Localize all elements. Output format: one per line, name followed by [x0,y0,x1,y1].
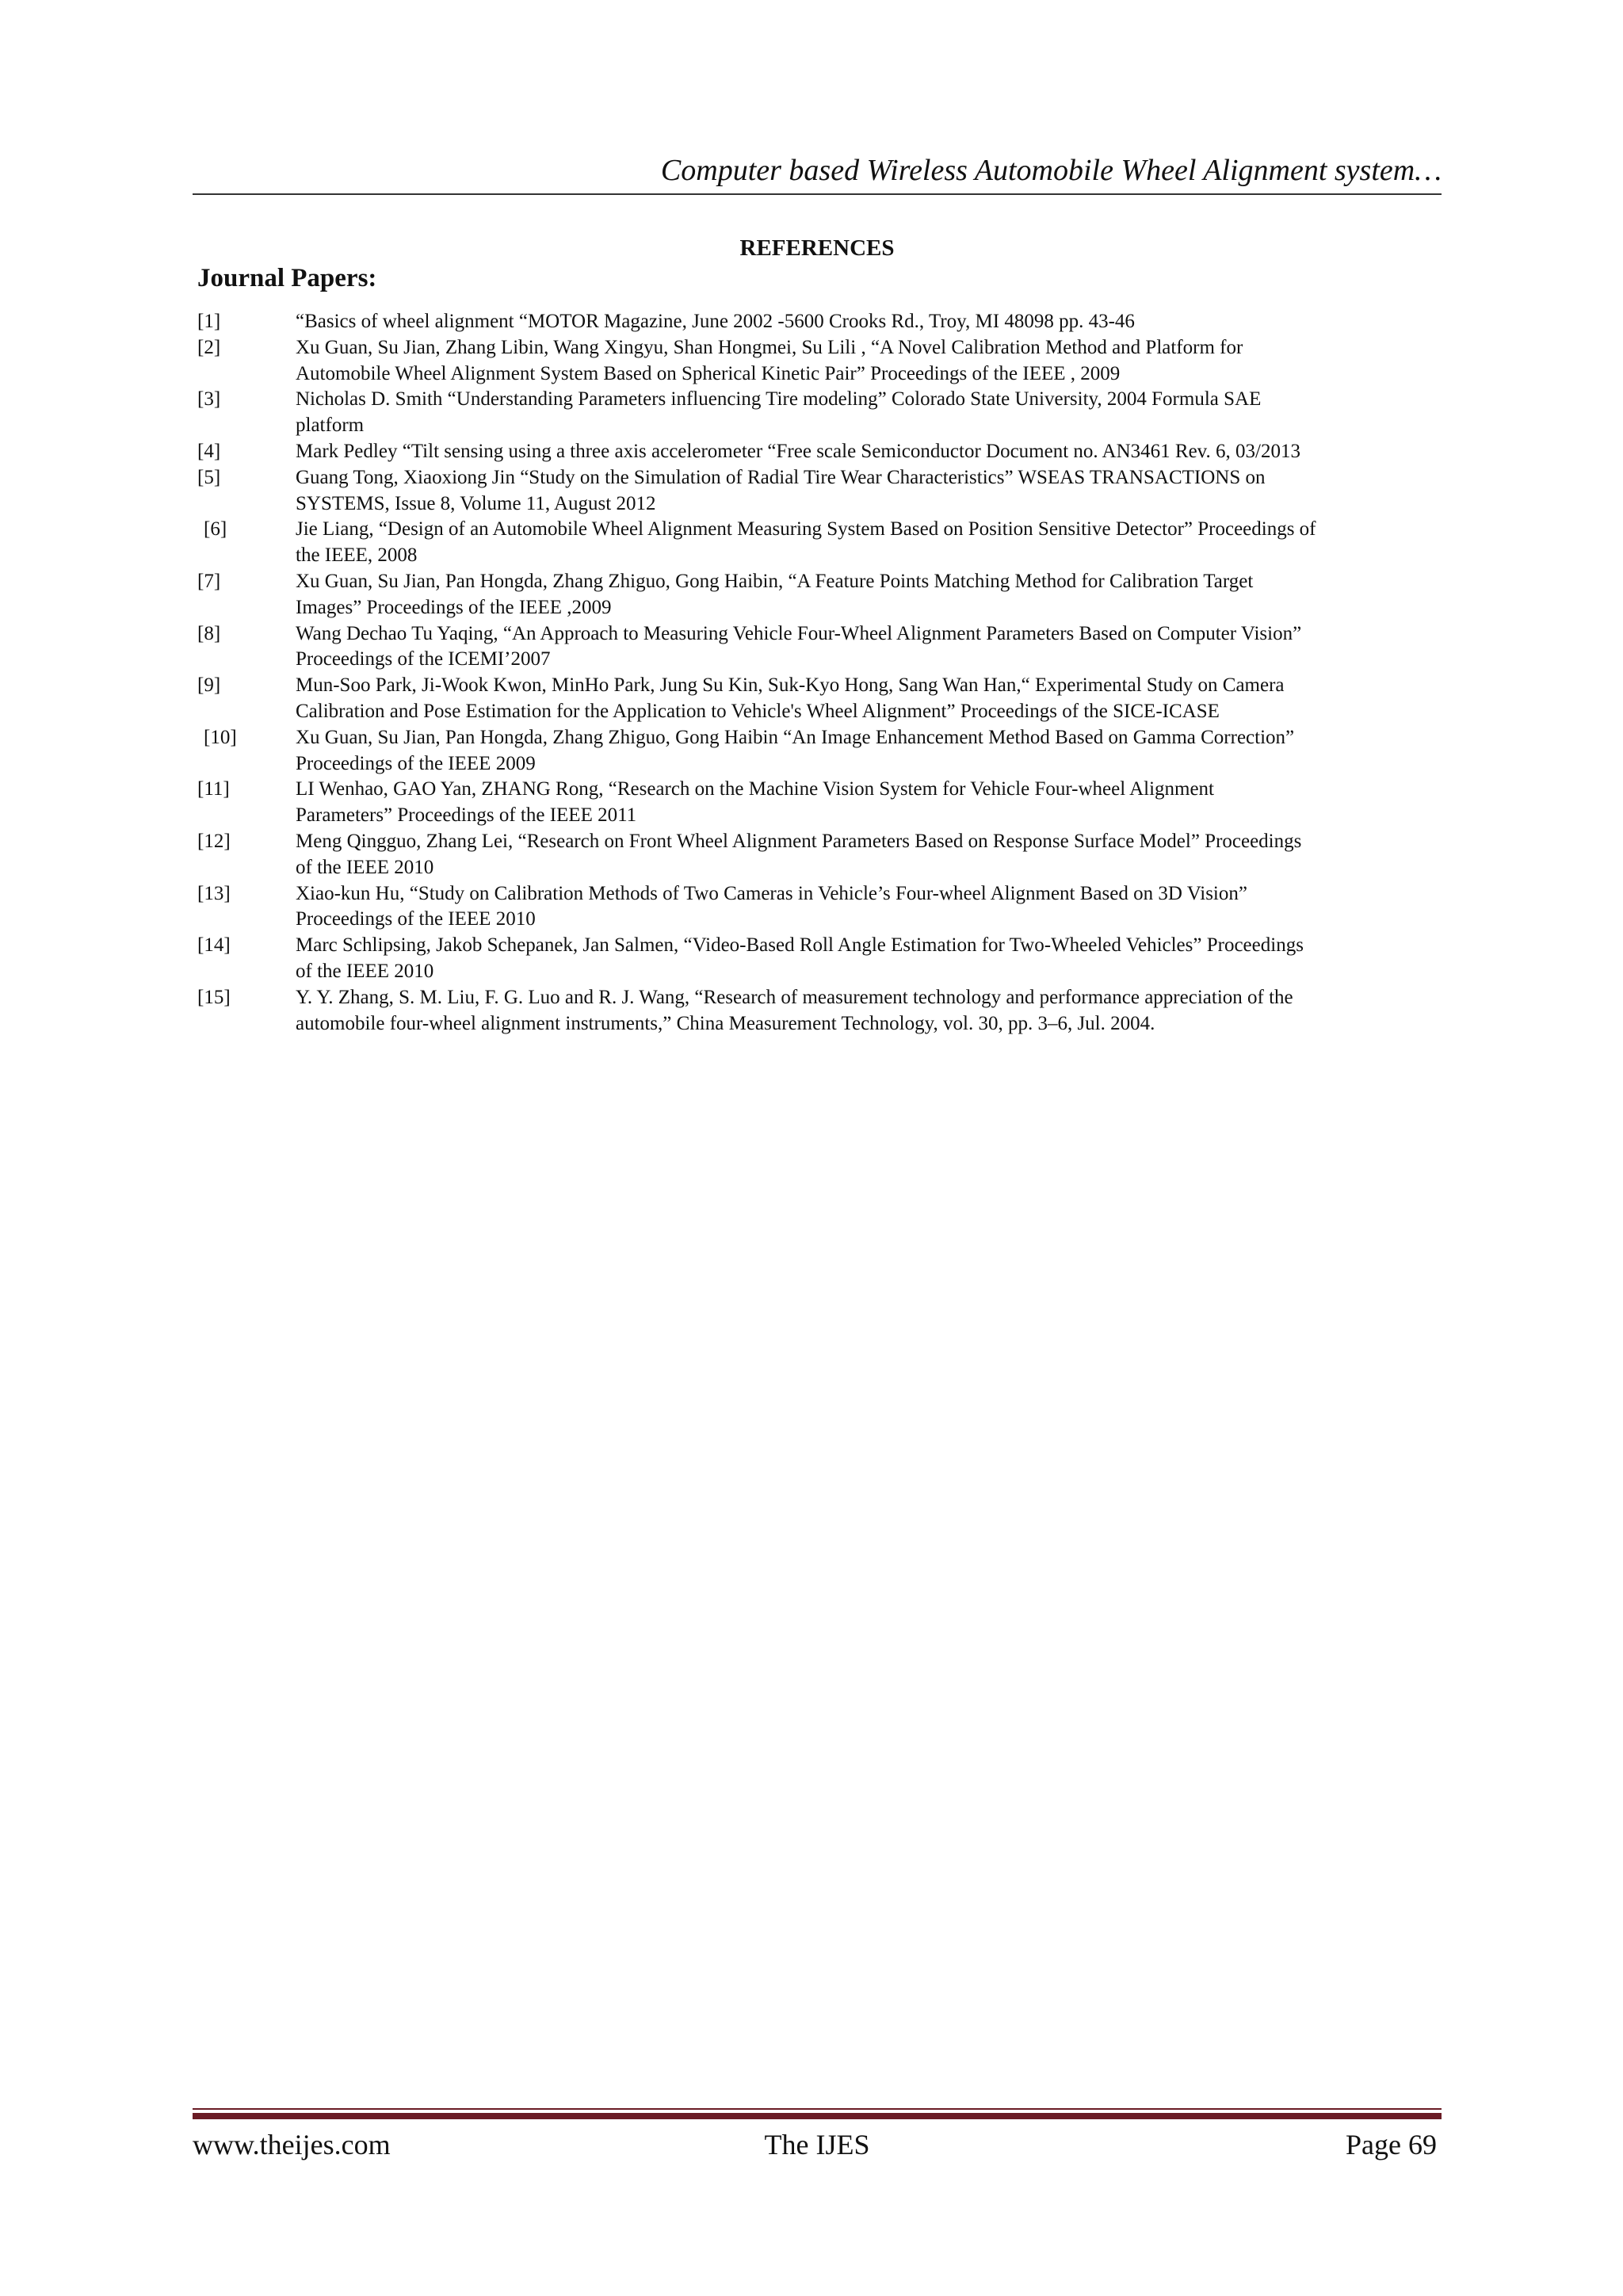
reference-text-line: Wang Dechao Tu Yaqing, “An Approach to Measuring Vehicle Four-Wheel Alignment Parameters Based on Computer Vision” [296,622,1302,644]
reference-text-line: Meng Qingguo, Zhang Lei, “Research on Front Wheel Alignment Parameters Based on Response Surface Model” Proceedings [296,830,1302,852]
reference-text-line: of the IEEE 2010 [296,856,434,878]
reference-number: [8] [197,622,221,644]
reference-text-line: the IEEE, 2008 [296,544,418,567]
reference-number: [11] [197,778,230,800]
reference-text-line: Images” Proceedings of the IEEE ,2009 [296,596,612,618]
reference-number: [15] [197,986,231,1008]
reference-text-line: Parameters” Proceedings of the IEEE 2011 [296,804,637,827]
reference-item [197,569,1446,621]
header-divider [193,193,1442,195]
reference-text-line: Mark Pedley “Tilt sensing using a three axis accelerometer “Free scale Semiconductor Document no. AN3461 Rev. 6, 03/2013 [296,440,1300,462]
reference-item [197,387,1446,439]
reference-number: [7] [197,570,221,592]
footer-website-link[interactable]: www.theijes.com [193,2129,391,2160]
reference-item [197,673,1446,725]
reference-text-line: automobile four-wheel alignment instruments,” China Measurement Technology, vol. 30, pp. 3–6, Jul. 2004. [296,1012,1155,1034]
reference-number: [5] [197,466,221,488]
reference-number: [4] [197,440,221,462]
reference-text-line: Xiao-kun Hu, “Study on Calibration Methods of Two Cameras in Vehicle’s Four-wheel Alignment Based on 3D Vision” [296,882,1247,904]
reference-text-line: Calibration and Pose Estimation for the Application to Vehicle's Wheel Alignment” Proceedings of the SICE-ICASE [296,700,1220,722]
reference-number: [3] [197,388,221,411]
reference-text-line: LI Wenhao, GAO Yan, ZHANG Rong, “Research on the Machine Vision System for Vehicle Four-wheel Alignment [296,778,1214,800]
reference-item [197,335,1446,388]
reference-item [197,309,1446,335]
reference-text-line: Guang Tong, Xiaoxiong Jin “Study on the Simulation of Radial Tire Wear Characteristics” WSEAS TRANSACTIONS on [296,466,1266,488]
reference-number: [1] [197,311,221,332]
reference-item [197,829,1446,881]
footer-page-number: Page 69 [1346,2129,1437,2160]
reference-text-line: “Basics of wheel alignment “MOTOR Magazine, June 2002 -5600 Crooks Rd., Troy, MI 48098 pp. 43-46 [296,311,1135,332]
reference-text-line: Automobile Wheel Alignment System Based on Spherical Kinetic Pair” Proceedings of the IEEE , 2009 [296,362,1121,384]
reference-text-line: Proceedings of the IEEE 2009 [296,752,536,774]
reference-text-line: SYSTEMS, Issue 8, Volume 11, August 2012 [296,492,656,514]
reference-text-line: Xu Guan, Su Jian, Pan Hongda, Zhang Zhiguo, Gong Haibin “An Image Enhancement Method Based on Gamma Correction” [296,726,1295,748]
reference-number: [13] [197,882,231,904]
reference-item [197,933,1446,985]
reference-text-line: Xu Guan, Su Jian, Zhang Libin, Wang Xingyu, Shan Hongmei, Su Lili , “A Novel Calibration Method and Platform for [296,336,1243,358]
reference-number: [12] [197,830,231,852]
reference-item [197,621,1446,674]
reference-text-line: Nicholas D. Smith “Understanding Parameters influencing Tire modeling” Colorado State University, 2004 Formula SAE [296,388,1262,411]
reference-item [197,777,1446,829]
journal-papers-heading: Journal Papers: [197,264,377,292]
reference-text-line: of the IEEE 2010 [296,960,434,982]
reference-list [197,309,1446,1037]
page-footer [193,2127,1442,2162]
reference-item [197,725,1446,777]
reference-number: [6] [204,518,227,541]
reference-text-line: Jie Liang, “Design of an Automobile Wheel Alignment Measuring System Based on Position Sensitive Detector” Proceedings of [296,518,1316,541]
reference-text-line: Proceedings of the ICEMI’2007 [296,648,551,670]
footer-journal-name: The IJES [764,2129,870,2160]
reference-number: [9] [197,674,221,697]
footer-divider-thick [193,2113,1442,2119]
reference-item [197,439,1446,465]
reference-text-line: Proceedings of the IEEE 2010 [296,908,536,930]
reference-number: [10] [204,726,237,748]
reference-item [197,985,1446,1037]
reference-text-line: Marc Schlipsing, Jakob Schepanek, Jan Salmen, “Video-Based Roll Angle Estimation for Two-Wheeled Vehicles” Proceedings [296,934,1304,957]
references-heading: REFERENCES [739,235,895,261]
reference-number: [14] [197,934,231,957]
reference-item [197,881,1446,934]
reference-item [197,517,1446,569]
reference-text-line: Xu Guan, Su Jian, Pan Hongda, Zhang Zhiguo, Gong Haibin, “A Feature Points Matching Method for Calibration Target [296,570,1254,592]
running-header-title: Computer based Wireless Automobile Wheel Alignment system… [660,154,1442,187]
reference-text-line: platform [296,415,365,437]
reference-text-line: Y. Y. Zhang, S. M. Liu, F. G. Luo and R. J. Wang, “Research of measurement technology and performance appreciation of the [296,986,1293,1008]
reference-item [197,465,1446,518]
reference-text-line: Mun-Soo Park, Ji-Wook Kwon, MinHo Park, Jung Su Kin, Suk-Kyo Hong, Sang Wan Han,“ Experimental Study on Camera [296,674,1285,697]
footer-divider-thin [193,2108,1442,2110]
reference-number: [2] [197,336,221,358]
